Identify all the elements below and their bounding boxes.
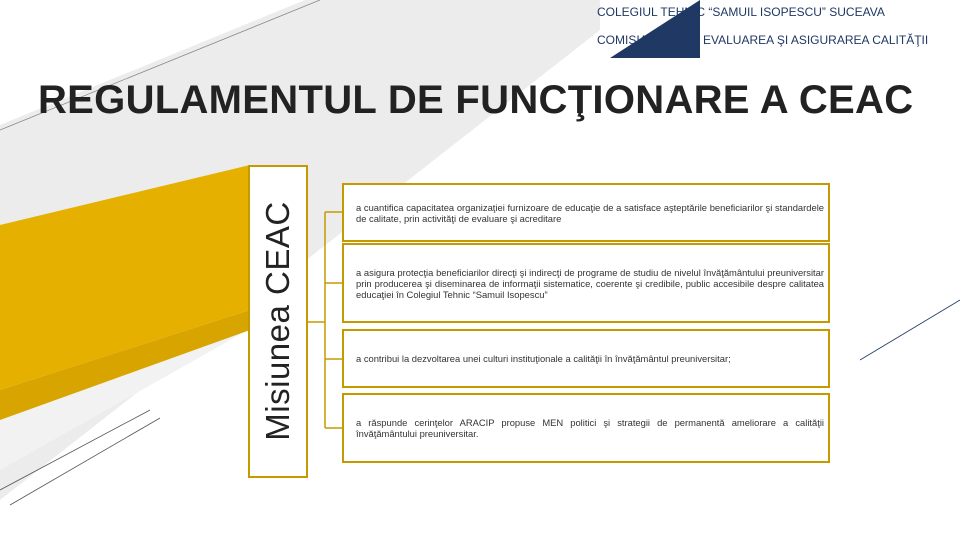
decor-line-4	[860, 300, 960, 360]
mission-label: Misiunea CEAC	[259, 201, 296, 441]
mission-item-3	[342, 329, 830, 388]
mission-item-text: a răspunde cerinţelor ARACIP propuse MEN politici şi strategii de permanentă ameliorare a calităţii învăţământului preuniversitar.	[356, 417, 824, 439]
mission-item-4	[342, 393, 830, 463]
mission-item-text: a cuantifica capacitatea organizaţiei furnizoare de educaţie de a satisface aşteptările beneficiarilor şi standardele de calitate, prin activităţi de evaluare şi acreditare	[356, 201, 824, 224]
mission-item-2	[342, 243, 830, 323]
mission-item-1	[342, 183, 830, 242]
mission-item-text: a contribui la dezvoltarea unei culturi instituţionale a calităţii în învăţământul preuniversitar;	[356, 353, 731, 364]
header-commission-name: COMISIA PENTRU EVALUAREA ŞI ASIGURAREA CALITĂŢII	[597, 33, 929, 47]
mission-item-text: a asigura protecţia beneficiarilor direcţi şi indirecţi de programe de studiu de nivelul învăţământului preuniversitar prin producerea şi diseminarea de informaţii sistematice, coerente şi credibile, public accesibile despre calitatea educaţiei în Colegiul Tehnic “Samuil Isopescu”	[356, 266, 824, 300]
page-title: REGULAMENTUL DE FUNCŢIONARE A CEAC	[38, 78, 914, 122]
header-school-name: COLEGIUL TEHNIC “SAMUIL ISOPESCU” SUCEAVA	[597, 5, 885, 19]
